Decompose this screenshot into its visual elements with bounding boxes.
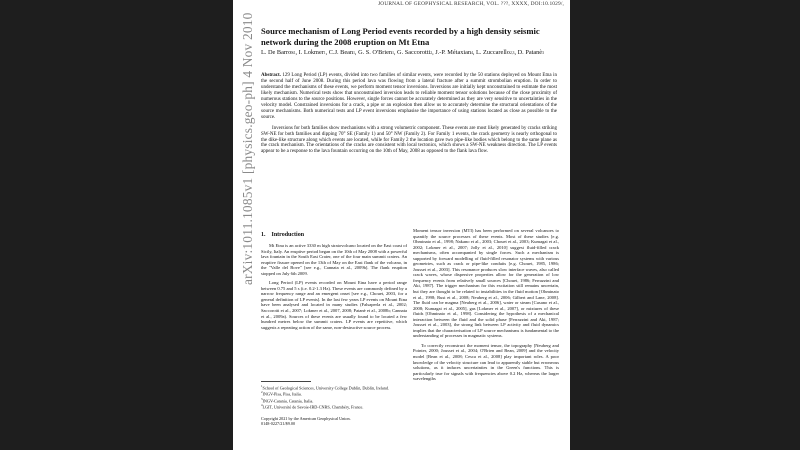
author-affiliation-mark: 1 — [392, 51, 394, 55]
author-affiliation-mark: 3 — [542, 51, 544, 55]
footnote — [261, 403, 407, 409]
issn-code: 0148-0227/21/$9.00 — [261, 421, 296, 427]
footnote-text: School of Geological Sciences, University College Dublin, Dublin, Ireland. — [262, 385, 390, 391]
intro-paragraph-2: Long Period (LP) events recorded on Mount Etna have a period range between 0.75 and 5 s (i.e. 0.2-1.3 Hz). These events are commonly defined by a narrow frequency range and an emergent onset [see e.g., Chouet, 2003, for a general definition of LP events]. In the last few years LP events on Mount Etna have been analysed and located in many studies (Falsaperla et al., 2002; Saccorotti et al., 2007; Lokmer et al., 2007, 2008; Patanè et al., 2008b; Cannata et al., 2009a). Sources of these events are usually found to be located a few hundred metres below the summit craters. LP events are repetitive, which suggests a repeating action of the same, non-destructive source process. — [261, 280, 407, 330]
section-heading — [261, 231, 407, 239]
author-affiliation-mark: 2 — [430, 51, 433, 55]
abstract — [261, 73, 557, 155]
author-affiliation-mark: 1 — [323, 51, 326, 55]
footnote-text: LGIT, Université de Savoie-IRD-CNRS, Chambéry, France. — [262, 404, 364, 410]
author-name: G. S. O'Brien — [358, 49, 393, 56]
footnote-mark: 4 — [261, 403, 263, 408]
mti-paragraph: Moment tensor inversion (MTI) has been performed on several volcanoes to quantify the source processes of these events. Most of these studies [e.g. Ohminato et al., 1998; Nakano et al., 2003; Chouet et al., 2003; Kumagai et al., 2002; Lokmer et al., 2007; Jolly et al., 2010] suggest fluid-filled crack mechanisms, often accompanied by single forces. Such a mechanism is supported by forward modelling of fluid-filled resonator systems with various geometries, such as crack or pipe-like conduits [e.g. Chouet, 1985, 1986; Jousset et al., 2003]. This resonance produces slow interface waves, also called crack waves, whose dispersive properties allow for the generation of low frequency events from relatively small sources [Chouet, 1986; Ferrazzini and Aki, 1987]. The trigger mechanism for this excitation still remains uncertain, but they are thought to be related to instabilities in the fluid motion [Ohminato et al., 1998; Rust et al., 2008; Neuberg et al., 2006; Gilbert and Lane, 2008]. The fluid can be magma [Neuberg et al., 2006], water or steam [Cusano et al., 2008; Kumagai et al., 2005], gas [Lokmer et al., 2007], or mixtures of these fluids [Ohminato et al., 1998]. Considering the hypothesis of a mechanical interaction between the fluid and the solid phase [Ferrazzini and Aki, 1987; Jousset et al., 2003], the strong link between LP activity and fluid dynamics implies that the characterisation of LP source mechanisms is fundamental to the understanding of processes in magmatic systems. — [413, 228, 559, 339]
footnote-text: INGV-Pisa, Pisa, Italia. — [262, 391, 302, 397]
author-affiliation-mark: 1 — [353, 51, 355, 55]
copyright-notice: Copyright 2021 by the American Geophysical Union. — [261, 415, 351, 421]
intro-paragraph-1: Mt Etna is an active 3330 m high stratovolcano located on the East coast of Sicily, Italy. An eruptive period began on the 10th of May 2008 with a powerful lava fountain in the South East Crater, one of the four main summit craters. An eruptive fissure opened on the 13th of May on the East flank of the volcano, in the "Valle del Bove" [see e.g., Cannata et al., 2009b]. The flank eruption stopped on July 6th 2009. — [261, 243, 407, 276]
journal-header: JOURNAL OF GEOPHYSICAL RESEARCH, VOL. ???, XXXX, DOI:10.1029/, — [378, 1, 564, 7]
author-name: G. Saccorotti — [397, 49, 431, 56]
footnote-mark: 2 — [261, 390, 263, 395]
footnote-text: INGV-Catania, Catania, Italia. — [262, 398, 314, 404]
left-column — [261, 228, 407, 330]
right-column — [413, 228, 559, 382]
paper-title: Source mechanism of Long Period events recorded by a high density seismic network during the 2008 eruption on Mt Etna — [261, 26, 540, 47]
author-affiliation-mark: 2,3 — [509, 51, 515, 55]
author-name: I. Lokmer — [298, 49, 324, 56]
author-name: J.-P. Métaxian — [435, 49, 472, 56]
arxiv-identifier-stamp: arXiv:1011.1085v1 [physics.geo-ph] 4 Nov 2010 — [240, 12, 255, 285]
footnote-list — [261, 384, 407, 410]
author-list: L. De Barros$^1$, I. Lokmer$^1$, C.J. Bean$^1$, G. S. O'Brien$^1$, G. Saccorotti$^2$, J.-P. Métaxian$^4$, L. Zuccarello$^{2,3}$, D. Patanè$^3$ — [261, 49, 544, 56]
footnote-mark: 1 — [261, 384, 263, 388]
author-name: C.J. Bean — [328, 49, 354, 56]
footnotes — [261, 381, 407, 426]
author-name: L. Zuccarello — [476, 49, 510, 56]
footnote-mark: 3 — [261, 396, 263, 401]
abstract-label: Abstract. — [261, 73, 281, 78]
section-title: Introduction — [271, 232, 305, 238]
topography-paragraph: To correctly reconstruct the moment tensor, the topography [Neuberg and Pointer, 2000; Jousset et al., 2004; O'Brien and Bean, 2009] and the velocity model [Bean et al., 2008; Cesca et al., 2008] play important roles. A poor knowledge of the velocity structure can lead to apparently stable but erroneous solutions, as it induces uncertainties in the Green's functions. This is particularly true for signals with frequencies above 0.2 Hz, whereas the larger wavelengths — [413, 342, 559, 382]
author-name: L. De Barros — [261, 49, 294, 56]
author-affiliation-mark: 4 — [471, 51, 473, 55]
abstract-paragraph-2: Inversions for both families show mechanisms with a strong volumetric component. These events are most likely generated by cracks striking SW-NE for both families and dipping 70° SE (Family 1) and 50° NW (Family 2). For Family 1 events, the crack geometry is nearly orthogonal to the dike-like structure along which events are located, while for Family 2 the location gave two pipe-like bodies which belong to the same plane as the crack mechanism. The orientations of the cracks are consistent with local tectonics, which shows a SW-NE weakness direction. The LP events appear to be a response to the lava fountain occurring on the 10th of May, 2008 as opposed to the flank lava flow. — [261, 125, 557, 155]
footnote-rule — [261, 381, 311, 382]
author-affiliation-mark: 1 — [293, 51, 296, 55]
abstract-paragraph-1: 129 Long Period (LP) events, divided into two families of similar events, were recorded by the 50 stations deployed on Mount Etna in the second half of June 2008. During this period lava was flowing from a lateral fracture after a summit strombolian eruption. In order to understand the mechanisms of these events, we perform moment tensor inversions. Inversions are initially kept unconstrained to estimate the most likely mechanism. Numerical tests show that unconstrained inversion leads to reliable moment tensor solutions because of the close proximity of numerous stations to the source positions. However, single forces cannot be accurately determined as they are very sensitive to uncertainties in the velocity model. Constrained inversions for a crack, a pipe or an explosion then allow us to accurately determine the structural orientations of the source mechanisms. Both numerical tests and LP event inversions emphasise the importance of using stations located as close as possible to the source. — [261, 73, 558, 120]
author-name: D. Patanè — [517, 49, 543, 56]
section-number: 1. — [261, 232, 266, 238]
